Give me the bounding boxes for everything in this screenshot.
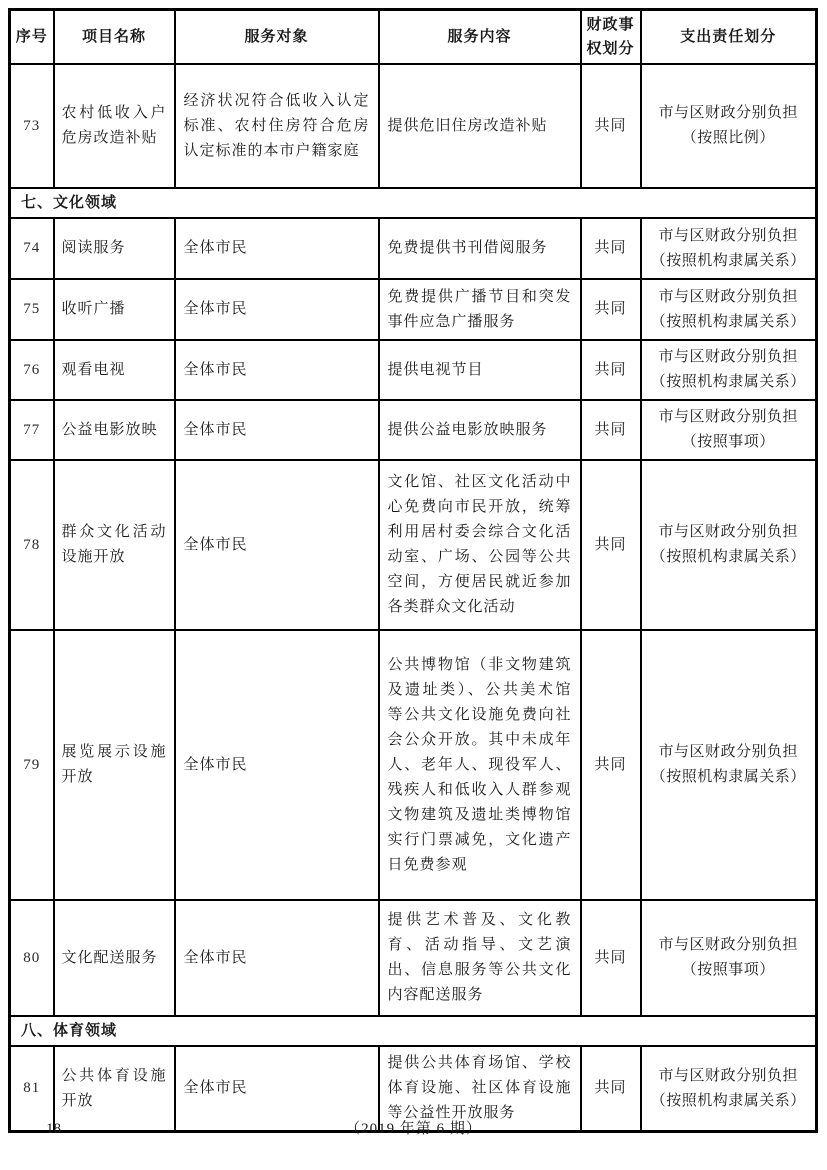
column-header-project-name: 项目名称 <box>54 10 175 65</box>
service-content-cell: 提供电视节目 <box>379 340 581 400</box>
project-name-cell: 阅读服务 <box>54 218 175 279</box>
project-name-cell: 农村低收入户危房改造补贴 <box>54 64 175 188</box>
service-content-cell: 免费提供广播节目和突发事件应急广播服务 <box>379 279 581 340</box>
responsibility-note-text: （按照机构隶属关系） <box>650 769 806 785</box>
row-number-cell: 78 <box>10 460 54 630</box>
responsibility-note-text: （按照机构隶属关系） <box>650 1092 806 1109</box>
service-target-cell: 全体市民 <box>175 900 379 1016</box>
expenditure-responsibility-cell <box>641 64 817 188</box>
column-header-fiscal-authority: 财政事权划分 <box>581 10 641 65</box>
service-content-cell: 提供艺术普及、文化教育、活动指导、文艺演出、信息服务等公共文化内容配送服务 <box>379 900 581 1016</box>
service-content-cell: 免费提供书刊借阅服务 <box>379 218 581 279</box>
column-header-service-target: 服务对象 <box>175 10 379 65</box>
section-row <box>10 188 817 218</box>
row-number-cell: 81 <box>10 1046 54 1132</box>
fiscal-authority-cell: 共同 <box>581 279 641 340</box>
responsibility-note-text: （按照比例） <box>681 130 775 146</box>
expenditure-responsibility-cell <box>641 340 817 400</box>
project-name-cell: 群众文化活动设施开放 <box>54 460 175 630</box>
service-target-cell: 全体市民 <box>175 1046 379 1132</box>
expenditure-responsibility-cell <box>641 900 817 1016</box>
responsibility-main-text: 市与区财政分别负担 <box>658 349 798 365</box>
column-header-expenditure-responsibility: 支出责任划分 <box>641 10 817 65</box>
footer-issue-label: （2019 年第 6 期） <box>345 1121 482 1137</box>
column-header-no: 序号 <box>10 10 54 65</box>
row-number-cell: 76 <box>10 340 54 400</box>
project-name-cell: 收听广播 <box>54 279 175 340</box>
fiscal-authority-cell: 共同 <box>581 460 641 630</box>
responsibility-note-text: （按照事项） <box>681 434 775 450</box>
project-name-cell: 公益电影放映 <box>54 400 175 460</box>
project-name-cell: 公共体育设施开放 <box>54 1046 175 1132</box>
fiscal-authority-cell: 共同 <box>581 630 641 900</box>
fiscal-authority-cell: 共同 <box>581 1046 641 1132</box>
responsibility-main-text: 市与区财政分别负担 <box>658 524 798 540</box>
service-target-cell: 全体市民 <box>175 630 379 900</box>
page-footer <box>0 1116 827 1142</box>
row-number-cell: 75 <box>10 279 54 340</box>
responsibility-note-text: （按照事项） <box>681 962 775 978</box>
service-table <box>8 8 818 1133</box>
table-row <box>10 64 817 188</box>
responsibility-main-text: 市与区财政分别负担 <box>658 288 798 305</box>
fiscal-authority-cell: 共同 <box>581 900 641 1016</box>
service-table-body <box>10 64 817 1132</box>
service-content-cell: 公共博物馆（非文物建筑及遗址类）、公共美术馆等公共文化设施免费向社会公众开放。其中未成年人、老年人、现役军人、残疾人和低收入人群参观文物建筑及遗址类博物馆实行门票减免，文化遗产日免费参观 <box>379 630 581 900</box>
responsibility-main-text: 市与区财政分别负担 <box>658 409 798 425</box>
section-label: 七、文化领域 <box>10 188 817 218</box>
row-number-cell: 80 <box>10 900 54 1016</box>
service-target-cell: 全体市民 <box>175 279 379 340</box>
service-target-cell: 全体市民 <box>175 340 379 400</box>
responsibility-note-text: （按照机构隶属关系） <box>650 252 806 269</box>
table-row <box>10 279 817 340</box>
expenditure-responsibility-cell <box>641 630 817 900</box>
expenditure-responsibility-cell <box>641 400 817 460</box>
project-name-cell: 文化配送服务 <box>54 900 175 1016</box>
service-target-cell: 全体市民 <box>175 460 379 630</box>
section-label: 八、体育领域 <box>10 1016 817 1046</box>
row-number-cell: 79 <box>10 630 54 900</box>
responsibility-main-text: 市与区财政分别负担 <box>658 227 798 244</box>
fiscal-authority-cell: 共同 <box>581 64 641 188</box>
expenditure-responsibility-cell <box>641 460 817 630</box>
project-name-cell: 观看电视 <box>54 340 175 400</box>
responsibility-main-text: 市与区财政分别负担 <box>658 1067 798 1084</box>
responsibility-main-text: 市与区财政分别负担 <box>658 744 798 760</box>
row-number-cell: 73 <box>10 64 54 188</box>
service-target-cell: 全体市民 <box>175 400 379 460</box>
service-target-cell: 经济状况符合低收入认定标准、农村住房符合危房认定标准的本市户籍家庭 <box>175 64 379 188</box>
responsibility-main-text: 市与区财政分别负担 <box>658 937 798 953</box>
table-row <box>10 218 817 279</box>
responsibility-main-text: 市与区财政分别负担 <box>658 105 798 121</box>
fiscal-authority-cell: 共同 <box>581 340 641 400</box>
service-target-cell: 全体市民 <box>175 218 379 279</box>
row-number-cell: 77 <box>10 400 54 460</box>
service-content-cell: 文化馆、社区文化活动中心免费向市民开放，统筹利用居村委会综合文化活动室、广场、公园等公共空间，方便居民就近参加各类群众文化活动 <box>379 460 581 630</box>
section-row <box>10 1016 817 1046</box>
responsibility-note-text: （按照机构隶属关系） <box>650 549 806 565</box>
expenditure-responsibility-cell <box>641 279 817 340</box>
footer-page-number: 18 <box>46 1121 61 1137</box>
table-row <box>10 340 817 400</box>
table-row <box>10 900 817 1016</box>
project-name-cell: 展览展示设施开放 <box>54 630 175 900</box>
table-row <box>10 460 817 630</box>
table-row <box>10 400 817 460</box>
responsibility-note-text: （按照机构隶属关系） <box>650 313 806 330</box>
fiscal-authority-cell: 共同 <box>581 400 641 460</box>
responsibility-note-text: （按照机构隶属关系） <box>650 374 806 390</box>
table-row <box>10 630 817 900</box>
expenditure-responsibility-cell <box>641 218 817 279</box>
column-header-service-content: 服务内容 <box>379 10 581 65</box>
table-header <box>10 10 817 65</box>
service-content-cell: 提供公益电影放映服务 <box>379 400 581 460</box>
row-number-cell: 74 <box>10 218 54 279</box>
fiscal-authority-cell: 共同 <box>581 218 641 279</box>
service-content-cell: 提供危旧住房改造补贴 <box>379 64 581 188</box>
header-row <box>10 10 817 65</box>
service-content-cell: 提供公共体育场馆、学校体育设施、社区体育设施等公益性开放服务 <box>379 1046 581 1132</box>
